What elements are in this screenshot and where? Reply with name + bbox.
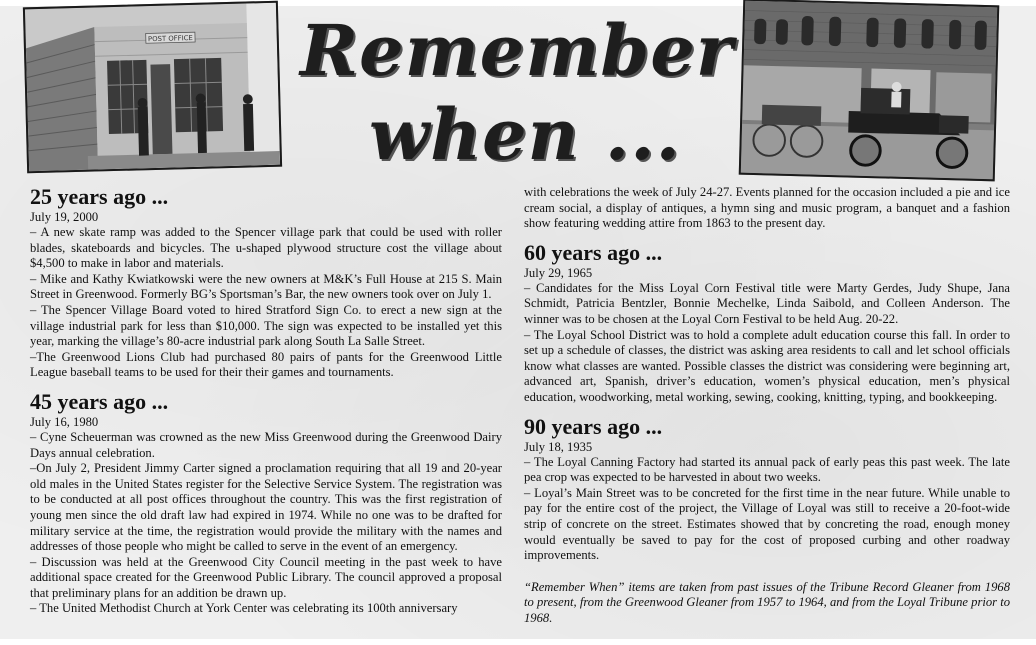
right-column (524, 185, 1010, 626)
section-heading-90-years: 90 years ago ... (524, 413, 663, 439)
section-heading-60-years: 60 years ago ... (524, 239, 663, 265)
news-item: – The Loyal School District was to hold a complete adult education course this fall. In order to set up a schedule of classes, the district was asking area residents to call and let school officials know what classes are wanted. Possible classes the district was considering were beginning art, advanced art, Spanish, driver’s education, women’s physical education, men’s physical education, woodworking, metal working, sewing, cooking, knitting, typing, and bookkeeping. (524, 327, 1010, 404)
news-item-continuation: with celebrations the week of July 24-27. Events planned for the occasion included a pie and ice cream social, a display of antiques, a hymn sing and music program, a banquet and a fashion show featuring wedding attire from 1863 to the present day. (524, 185, 1010, 231)
brick-building-car-illustration (741, 1, 997, 180)
post-office-photo (23, 1, 282, 174)
title-when: when ... (368, 93, 682, 176)
section-heading-45-years: 45 years ago ... (30, 388, 169, 414)
news-item: – Candidates for the Miss Loyal Corn Festival title were Marty Gerdes, Judy Shupe, Jana Schmidt, Patricia Bentzler, Bonnie Mechelke, Linda Saibold, and Colleen Anderson. The winner was to be chosen at the Loyal Corn Festival to be held Aug. 20-22. (524, 280, 1010, 326)
section-date-90-years: July 18, 1935 (524, 439, 593, 454)
left-column (30, 182, 502, 617)
section-heading-25-years: 25 years ago ... (30, 184, 169, 209)
section-date-25-years: July 19, 2000 (30, 210, 99, 224)
news-item: –On July 2, President Jimmy Carter signed a proclamation requiring that all 19 and 20-year old males in the United States register for the Selective Service System. The registration was to be conducted at all post offices throughout the country. This was the first registration of young men since the old draft law had expired in 1974. While no one was to be drafted for military service at the time, the registration would provide the military with the names and addresses of those people who might be called to serve in the event of an emergency. (30, 461, 502, 554)
news-item: – Mike and Kathy Kwiatkowski were the new owners at M&K’s Full House at 215 S. Main Street in Greenwood. Formerly BG’s Sportsman’s Bar, the new owners took over on July 1. (30, 271, 502, 302)
page-title (290, 8, 740, 180)
early-automobile-photo (739, 0, 1000, 181)
section-date-45-years: July 16, 1980 (30, 414, 99, 429)
news-item: –The Greenwood Lions Club had purchased 80 pairs of pants for the Greenwood Little League baseball teams to be used for their their games and tournaments. (30, 349, 502, 380)
news-item: – A new skate ramp was added to the Spencer village park that could be used with roller blades, skateboards and bicycles. The u-shaped plywood structure cost the village about $4,500 to make in labor and materials. (30, 225, 502, 271)
post-office-illustration (25, 3, 280, 172)
news-item: – Cyne Scheuerman was crowned as the new Miss Greenwood during the Greenwood Dairy Days annual celebration. (30, 429, 502, 460)
news-item: – The United Methodist Church at York Center was celebrating its 100th anniversary (30, 601, 458, 616)
section-date-60-years: July 29, 1965 (524, 265, 593, 280)
news-item: – The Spencer Village Board voted to hired Stratford Sign Co. to erect a new sign at the village industrial park for less than $10,000. The sign was expected to be installed yet this year, marking the village’s 80-acre industrial park along South La Salle Street. (30, 302, 502, 349)
source-footnote: “Remember When” items are taken from past issues of the Tribune Record Gleaner from 1968 to present, from the Greenwood Gleaner from 1957 to 1964, and from the Loyal Tribune prior to 1968. (524, 579, 1011, 625)
news-item: – Discussion was held at the Greenwood City Council meeting in the past week to have additional space created for the Greenwood Public Library. The council approved a proposal that preliminary plans for an addition be drawn up. (30, 554, 502, 600)
title-remember: Remember (300, 9, 734, 92)
news-item: – Loyal’s Main Street was to be concreted for the first time in the near future. While unable to pay for the entire cost of the project, the Village of Loyal was still to receive a 20-foot-wide strip of concrete on the street. Estimates showed that by concreting the road, enough money would eventually be saved to pay for the cost of proposed curbing and other roadway improvements. (524, 485, 1010, 563)
page-bottom-edge (0, 639, 1036, 645)
news-item: – The Loyal Canning Factory had started its annual pack of early peas this past week. The late pea crop was expected to be harvested in about two weeks. (524, 454, 1010, 485)
post-office-sign: POST OFFICE (147, 34, 193, 44)
